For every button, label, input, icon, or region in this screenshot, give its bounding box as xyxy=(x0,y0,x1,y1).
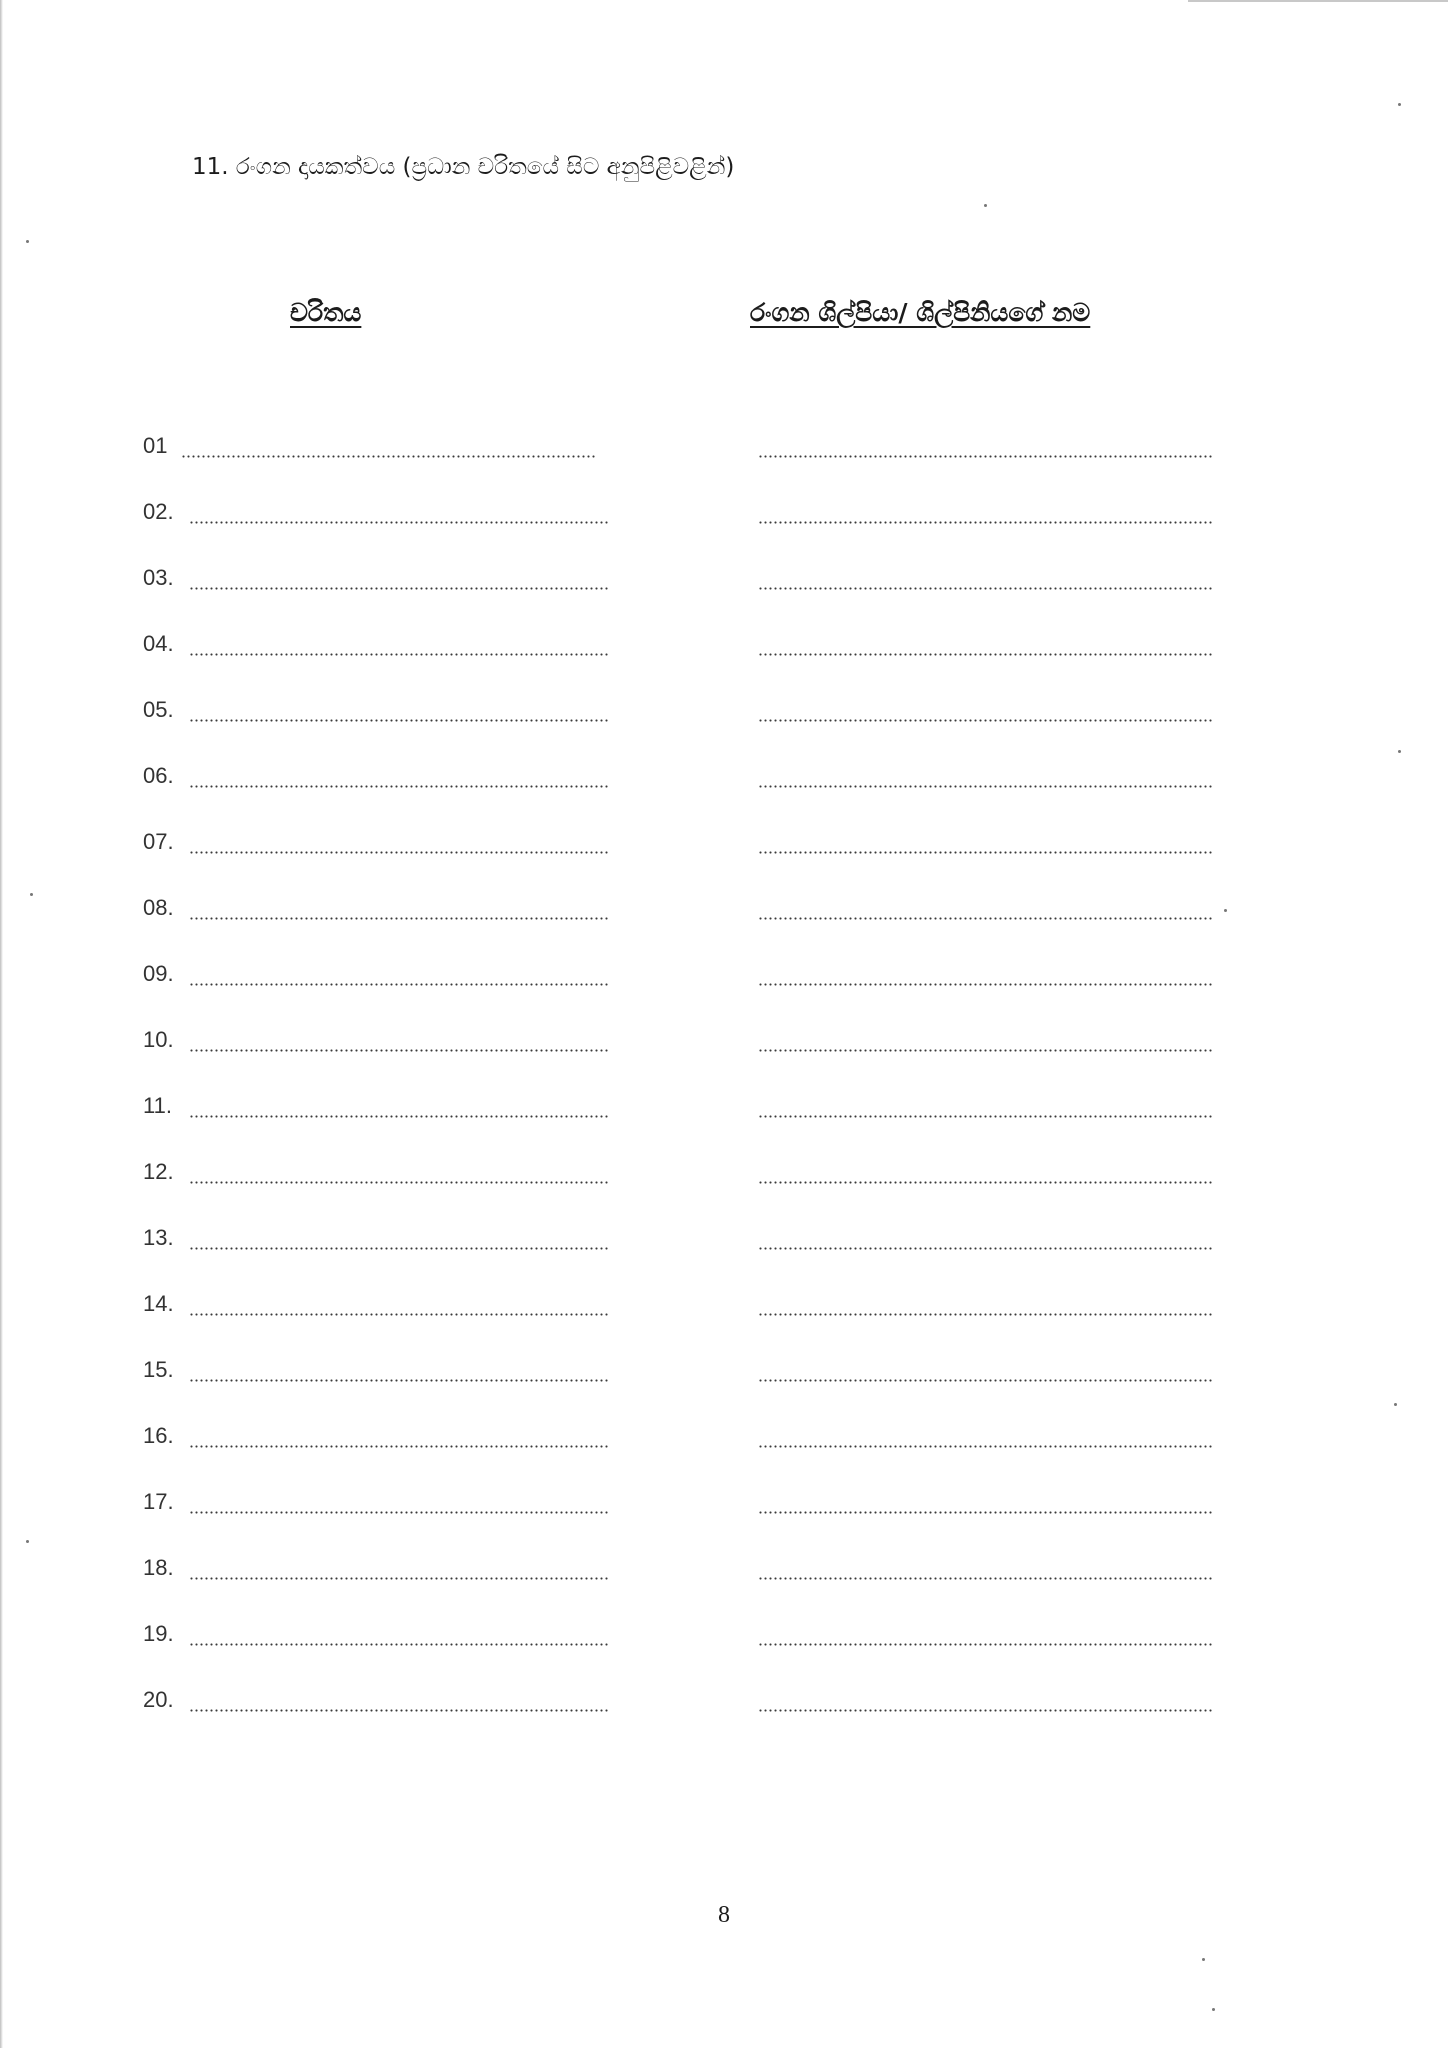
row-number: 20. xyxy=(143,1687,174,1712)
role-blank-line[interactable] xyxy=(181,455,597,458)
actor-blank-line[interactable] xyxy=(758,983,1213,986)
row-number: 12. xyxy=(143,1159,174,1184)
cast-row xyxy=(143,888,1223,954)
role-blank-line[interactable] xyxy=(189,1379,609,1382)
cast-row xyxy=(143,1020,1223,1086)
cast-row xyxy=(143,690,1223,756)
row-number: 10. xyxy=(143,1027,174,1052)
role-blank-line[interactable] xyxy=(189,785,609,788)
scan-speck xyxy=(1398,750,1401,753)
scan-speck xyxy=(26,1540,29,1543)
cast-row xyxy=(143,1548,1223,1614)
cast-row xyxy=(143,1086,1223,1152)
actor-blank-line[interactable] xyxy=(758,1379,1213,1382)
actor-blank-line[interactable] xyxy=(758,1445,1213,1448)
role-blank-line[interactable] xyxy=(189,1445,609,1448)
row-number: 08. xyxy=(143,895,174,920)
scan-speck xyxy=(1394,1403,1397,1406)
role-blank-line[interactable] xyxy=(189,983,609,986)
scan-speck xyxy=(1212,2008,1215,2011)
page-number: 8 xyxy=(718,1902,730,1928)
row-number: 02. xyxy=(143,499,174,524)
scan-speck xyxy=(1224,909,1227,912)
actor-blank-line[interactable] xyxy=(758,1049,1213,1052)
actor-blank-line[interactable] xyxy=(758,1643,1213,1646)
cast-row xyxy=(143,1284,1223,1350)
role-column-heading: චරිතය xyxy=(290,298,362,327)
role-blank-line[interactable] xyxy=(189,1511,609,1514)
actor-blank-line[interactable] xyxy=(758,1313,1213,1316)
actor-blank-line[interactable] xyxy=(758,1115,1213,1118)
row-number: 05. xyxy=(143,697,174,722)
role-blank-line[interactable] xyxy=(189,1709,609,1712)
actor-column-heading: රංගන ශිල්පියා/ ශිල්පිනියගේ නම xyxy=(750,298,1091,327)
row-number: 19. xyxy=(143,1621,174,1646)
role-blank-line[interactable] xyxy=(189,1181,609,1184)
cast-row xyxy=(143,624,1223,690)
row-number: 15. xyxy=(143,1357,174,1382)
cast-row xyxy=(143,1680,1223,1746)
role-blank-line[interactable] xyxy=(189,719,609,722)
actor-blank-line[interactable] xyxy=(758,1181,1213,1184)
row-number: 14. xyxy=(143,1291,174,1316)
actor-blank-line[interactable] xyxy=(758,521,1213,524)
row-number: 01 xyxy=(143,433,168,458)
role-blank-line[interactable] xyxy=(189,587,609,590)
cast-row xyxy=(143,558,1223,624)
cast-row xyxy=(143,1218,1223,1284)
role-blank-line[interactable] xyxy=(189,653,609,656)
cast-row xyxy=(143,954,1223,1020)
role-blank-line[interactable] xyxy=(189,1049,609,1052)
actor-blank-line[interactable] xyxy=(758,1709,1213,1712)
row-number: 04. xyxy=(143,631,174,656)
actor-blank-line[interactable] xyxy=(758,587,1213,590)
cast-row xyxy=(143,1416,1223,1482)
actor-blank-line[interactable] xyxy=(758,785,1213,788)
cast-row xyxy=(143,1482,1223,1548)
actor-blank-line[interactable] xyxy=(758,653,1213,656)
scan-speck xyxy=(1398,103,1401,106)
section-title: 11. රංගන දායකත්වය (ප්‍රධාන චරිතයේ සිට අනුපිළිවළින්) xyxy=(192,154,735,180)
role-blank-line[interactable] xyxy=(189,521,609,524)
role-blank-line[interactable] xyxy=(189,1577,609,1580)
role-blank-line[interactable] xyxy=(189,1643,609,1646)
top-edge-line xyxy=(1188,0,1448,2)
cast-row xyxy=(143,1152,1223,1218)
role-blank-line[interactable] xyxy=(189,1115,609,1118)
scan-speck xyxy=(1202,1958,1205,1961)
role-blank-line[interactable] xyxy=(189,917,609,920)
row-number: 07. xyxy=(143,829,174,854)
row-number: 18. xyxy=(143,1555,174,1580)
role-blank-line[interactable] xyxy=(189,1313,609,1316)
actor-blank-line[interactable] xyxy=(758,917,1213,920)
actor-blank-line[interactable] xyxy=(758,455,1213,458)
row-number: 06. xyxy=(143,763,174,788)
cast-row xyxy=(143,1350,1223,1416)
scan-speck xyxy=(26,240,29,243)
row-number: 09. xyxy=(143,961,174,986)
actor-blank-line[interactable] xyxy=(758,719,1213,722)
actor-blank-line[interactable] xyxy=(758,851,1213,854)
cast-row xyxy=(143,822,1223,888)
row-number: 13. xyxy=(143,1225,174,1250)
cast-row xyxy=(143,756,1223,822)
cast-row xyxy=(143,426,1223,492)
scan-speck xyxy=(30,893,33,896)
scan-edge-shadow xyxy=(0,0,3,2048)
scan-speck xyxy=(984,204,987,207)
row-number: 16. xyxy=(143,1423,174,1448)
cast-list xyxy=(143,426,1223,1746)
actor-blank-line[interactable] xyxy=(758,1511,1213,1514)
actor-blank-line[interactable] xyxy=(758,1577,1213,1580)
actor-blank-line[interactable] xyxy=(758,1247,1213,1250)
role-blank-line[interactable] xyxy=(189,851,609,854)
row-number: 03. xyxy=(143,565,174,590)
row-number: 17. xyxy=(143,1489,174,1514)
cast-row xyxy=(143,492,1223,558)
row-number: 11. xyxy=(143,1093,172,1118)
cast-row xyxy=(143,1614,1223,1680)
role-blank-line[interactable] xyxy=(189,1247,609,1250)
